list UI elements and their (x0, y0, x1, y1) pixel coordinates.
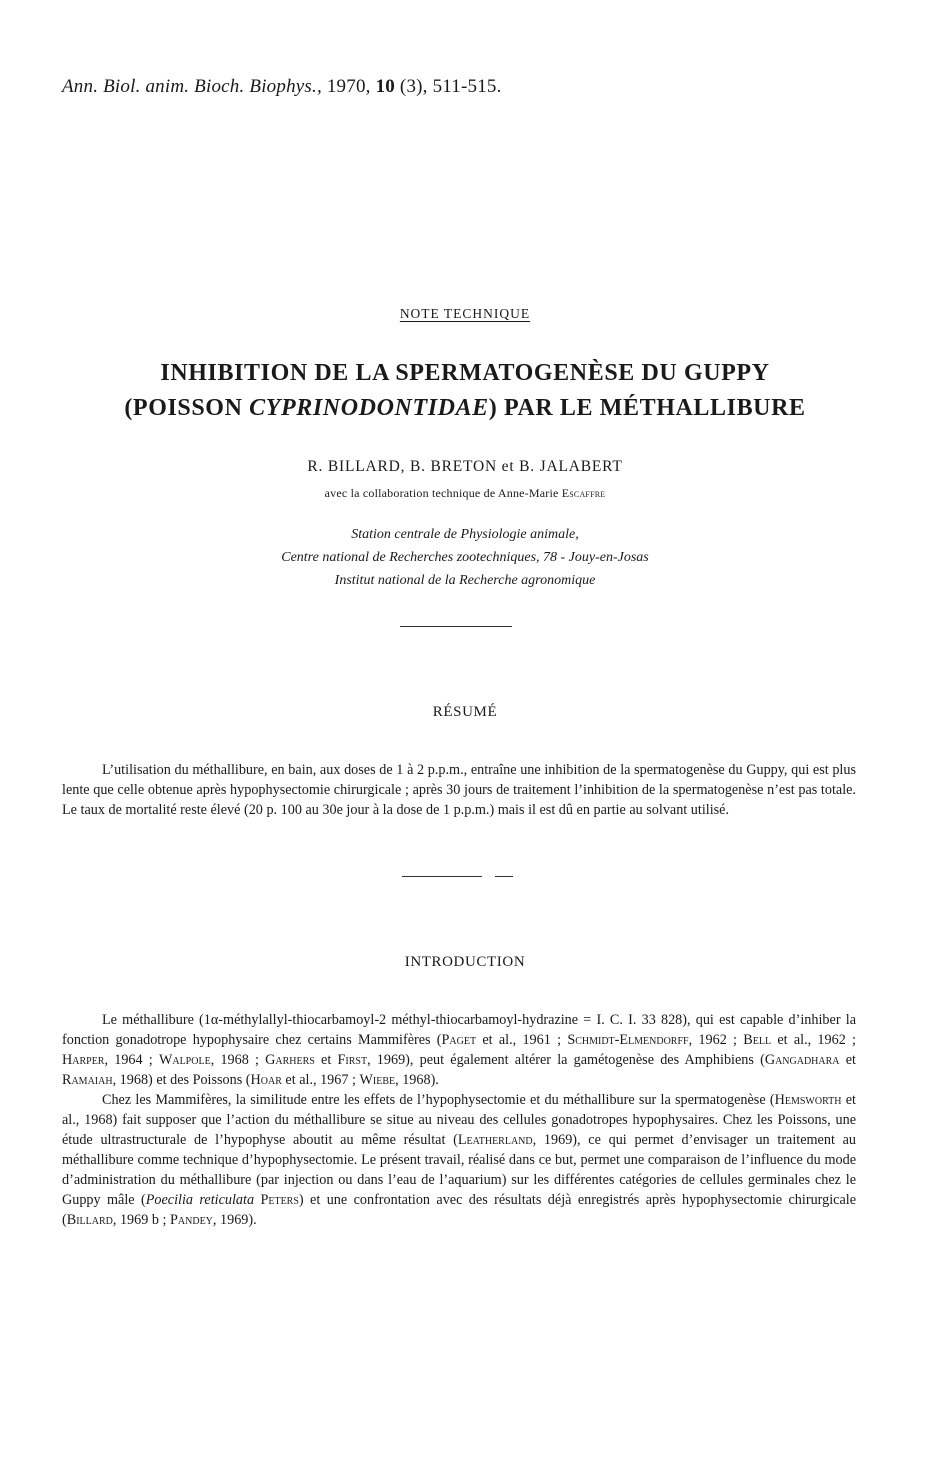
text-run: , 1964 ; (104, 1052, 159, 1068)
cited-author: Paget (441, 1032, 477, 1048)
affiliation-line: Station centrale de Physiologie animale, (351, 527, 579, 542)
text-run: et (839, 1052, 856, 1068)
text-run: , 1968 ; (210, 1052, 266, 1068)
text-run: , 1969), ce qui permet d’envisager un traitement au méthallibure comme technique d’hypophysectomie. Le présent travail, réalisé dans ce but, permet une comparaison de l’influence du mode d’administration du méthallibure (par injection ou dans l’eau de l’aquarium) sur les différentes catégories de cellules germinales chez le Guppy mâle ( (62, 1132, 856, 1208)
cited-author: Hemsworth (774, 1092, 842, 1108)
cited-author: Hoar (250, 1072, 282, 1088)
resume-paragraph: L’utilisation du méthallibure, en bain, aux doses de 1 à 2 p.p.m., entraîne une inhibition de la spermatogenèse du Guppy, qui est plus lente que celle obtenue après hypophysectomie chirurgicale ; après 30 jours de traitement l’inhibition de la spermatogenèse n’est pas totale. Le taux de mortalité reste élevé (20 p. 100 au 30e jour à la dose de 1 p.p.m.) mais il est dû en partie au solvant utilisé. (62, 762, 856, 818)
cited-author: Garhers (265, 1052, 315, 1068)
introduction-text (62, 1010, 856, 1230)
text-run: Chez les Mammifères, la similitude entre les effets de l’hypophysectomie et du méthallibure sur la spermatogenèse ( (102, 1092, 775, 1108)
cited-author: Gangadhara (764, 1052, 840, 1068)
text-run: , 1969). (212, 1212, 257, 1228)
title-line-2 (0, 391, 930, 426)
text-run: , 1962 ; (688, 1032, 744, 1048)
title-line-1: INHIBITION DE LA SPERMATOGENÈSE DU GUPPY (160, 360, 770, 386)
cited-author: Schmidt-Elmendorff (567, 1032, 689, 1048)
journal-issue-pages: (3), 511-515. (399, 76, 502, 97)
cited-author: Harper (62, 1052, 105, 1068)
article-title (0, 356, 930, 426)
species-authority: Peters (260, 1192, 299, 1208)
separator-rule-short (495, 876, 513, 877)
text-run: et al., 1961 ; (476, 1032, 568, 1048)
intro-paragraph-1 (62, 1010, 856, 1090)
cited-author: Ramaiah (62, 1072, 113, 1088)
affiliation-line: Centre national de Recherches zootechniques, 78 - Jouy-en-Josas (281, 550, 649, 565)
resume-heading: RÉSUMÉ (432, 704, 498, 720)
collaboration-note (0, 486, 930, 501)
separator-rule (400, 626, 512, 627)
journal-citation (62, 76, 762, 98)
collaborator-name: Escaffre (561, 486, 606, 500)
intro-paragraph-2 (62, 1090, 856, 1230)
text-run: et al., 1962 ; (771, 1032, 857, 1048)
resume-text (62, 760, 856, 820)
cited-author: Leatherland (457, 1132, 533, 1148)
title-line-2-end: ) PAR LE MÉTHALLIBURE (488, 395, 806, 421)
cited-author: Bell (743, 1032, 772, 1048)
collaboration-text: avec la collaboration technique de Anne-Marie (324, 486, 562, 500)
text-run: et al., 1967 ; (281, 1072, 360, 1088)
text-run: Le méthallibure (1α-méthylallyl-thiocarbamoyl-2 méthyl-thiocarbamoyl-hydrazine = I. C. I. 33 828), qui est capable d’inhiber la fonction gonadotrope hypophysaire chez certains Mammifères ( (62, 1012, 856, 1048)
journal-name: Ann. Biol. anim. Bioch. Biophys., (62, 76, 322, 97)
cited-author: Billard (66, 1212, 113, 1228)
affiliations (0, 523, 930, 592)
text-run: , 1969), peut également altérer la gamétogenèse des Amphibiens ( (367, 1052, 765, 1068)
note-label: NOTE TECHNIQUE (399, 306, 531, 321)
title-line-2-start: (POISSON (124, 395, 250, 421)
species-name: Poecilia reticulata (145, 1192, 255, 1208)
affiliation-line: Institut national de la Recherche agronomique (334, 573, 596, 588)
text-run: et (314, 1052, 338, 1068)
separator-rule (402, 876, 482, 877)
journal-volume: 10 (375, 76, 395, 97)
text-run: , 1969 b ; (112, 1212, 171, 1228)
text-run: , 1968) et des Poissons ( (112, 1072, 251, 1088)
cited-author: Walpole (158, 1052, 211, 1068)
title-family-name: CYPRINODONTIDAE (249, 395, 489, 421)
cited-author: Wiebe (359, 1072, 396, 1088)
text-run: et al., 1968) fait supposer que l’action du méthallibure se situe au niveau des cellules gonadotropes hypophysaires. Chez les Poissons, une étude ultrastructurale de l’hypophyse aboutit au même résultat ( (62, 1092, 856, 1148)
text-run: , 1968). (395, 1072, 439, 1088)
authors: R. BILLARD, B. BRETON et B. JALABERT (307, 458, 623, 475)
cited-author: First (337, 1052, 368, 1068)
cited-author: Pandey (170, 1212, 213, 1228)
journal-year: 1970, (326, 76, 371, 97)
text-run: ) et une confrontation avec des résultats déjà enregistrés après hypophysectomie chirurgicale ( (62, 1192, 856, 1228)
introduction-heading: INTRODUCTION (404, 954, 526, 970)
